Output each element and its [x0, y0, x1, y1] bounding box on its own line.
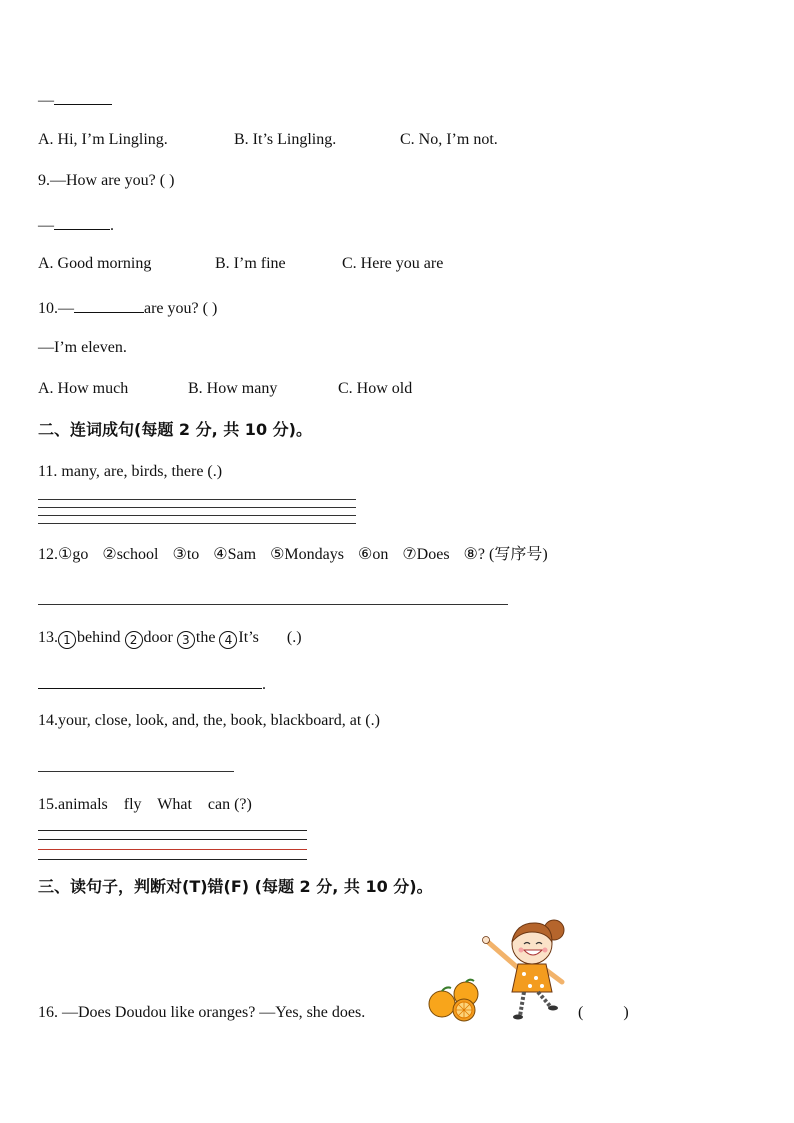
item-word: the: [195, 629, 216, 646]
writing-line: [38, 523, 356, 524]
circled-number: 4: [219, 631, 237, 649]
answer-blank[interactable]: [38, 672, 262, 689]
q9-question: 9.—How are you? ( ): [38, 172, 175, 189]
q9-answer-line: [38, 213, 114, 236]
item-word: behind: [77, 629, 121, 646]
section-3-heading: 三、读句子，判断对(T)错(F) (每题 2 分, 共 10 分)。: [38, 877, 433, 896]
q13-prompt: [38, 628, 302, 649]
item-word: to: [186, 546, 200, 563]
item-word: ? (写序号): [477, 546, 548, 563]
q16-answer-paren[interactable]: ( ): [578, 1004, 629, 1021]
q15-prompt: 15.animals fly What can (?): [38, 796, 252, 813]
item-mark: ③: [172, 546, 187, 563]
q16-prompt: 16. —Does Doudou like oranges? —Yes, she does.: [38, 1004, 366, 1021]
girl-illustration: [474, 912, 570, 1020]
item-word: Mondays: [284, 546, 344, 563]
q12-number: 12.: [38, 546, 58, 563]
answer-blank[interactable]: [74, 296, 144, 313]
writing-line: [38, 499, 356, 500]
q9-option-b[interactable]: B. I’m fine: [215, 255, 286, 272]
item-mark: ⑦: [402, 546, 417, 563]
q9-option-c[interactable]: C. Here you are: [342, 255, 444, 272]
q10-reply: —I’m eleven.: [38, 339, 127, 356]
q8-option-b[interactable]: B. It’s Lingling.: [234, 131, 337, 148]
item-mark: ④: [213, 546, 228, 563]
section-2-heading: 二、连词成句(每题 2 分, 共 10 分)。: [38, 420, 312, 439]
item-word: It’s: [238, 629, 259, 646]
q10-option-c[interactable]: C. How old: [338, 380, 413, 397]
writing-line: [38, 507, 356, 508]
writing-line: [38, 839, 307, 840]
q8-option-c[interactable]: C. No, I’m not.: [400, 131, 498, 148]
writing-line: [38, 859, 307, 860]
dash: —: [38, 217, 54, 234]
answer-blank[interactable]: [54, 213, 110, 230]
circled-number: 2: [125, 631, 143, 649]
item-mark: ①: [58, 546, 73, 563]
item-word: school: [116, 546, 159, 563]
item-word: door: [143, 629, 173, 646]
item-word: go: [72, 546, 89, 563]
item-word: Sam: [227, 546, 257, 563]
period: .: [110, 217, 114, 234]
q11-prompt: 11. many, are, birds, there (.): [38, 463, 223, 480]
writing-line: [38, 830, 307, 831]
q12-answer-line[interactable]: [38, 604, 508, 605]
q10-question: [38, 296, 217, 319]
item-mark: ⑥: [357, 546, 373, 563]
circled-number: 1: [58, 631, 76, 649]
q8-answer-line: [38, 88, 112, 111]
dash: —: [38, 92, 54, 109]
q10-option-a[interactable]: A. How much: [38, 380, 129, 397]
item-word: on: [372, 546, 389, 563]
writing-line-red: [38, 849, 307, 850]
q9-option-a[interactable]: A. Good morning: [38, 255, 152, 272]
writing-line: [38, 515, 356, 516]
q10-number: 10.—: [38, 300, 74, 317]
period: .: [262, 676, 266, 693]
q10-option-b[interactable]: B. How many: [188, 380, 278, 397]
q8-option-a[interactable]: A. Hi, I’m Lingling.: [38, 131, 168, 148]
q14-prompt: 14.your, close, look, and, the, book, blackboard, at (.): [38, 712, 380, 729]
answer-blank[interactable]: [54, 88, 112, 105]
item-mark: ②: [102, 546, 117, 563]
item-word: Does: [416, 546, 450, 563]
q13-answer-line: [38, 672, 266, 695]
q13-number: 13.: [38, 629, 58, 646]
circled-number: 3: [177, 631, 195, 649]
q10-tail: are you? ( ): [144, 300, 218, 317]
q13-end-mark: (.): [286, 629, 302, 646]
oranges-illustration: [426, 978, 482, 1024]
q12-prompt: [38, 545, 548, 565]
q14-answer-line[interactable]: [38, 771, 234, 772]
item-mark: ⑤: [270, 546, 285, 563]
item-mark: ⑧: [463, 546, 478, 563]
